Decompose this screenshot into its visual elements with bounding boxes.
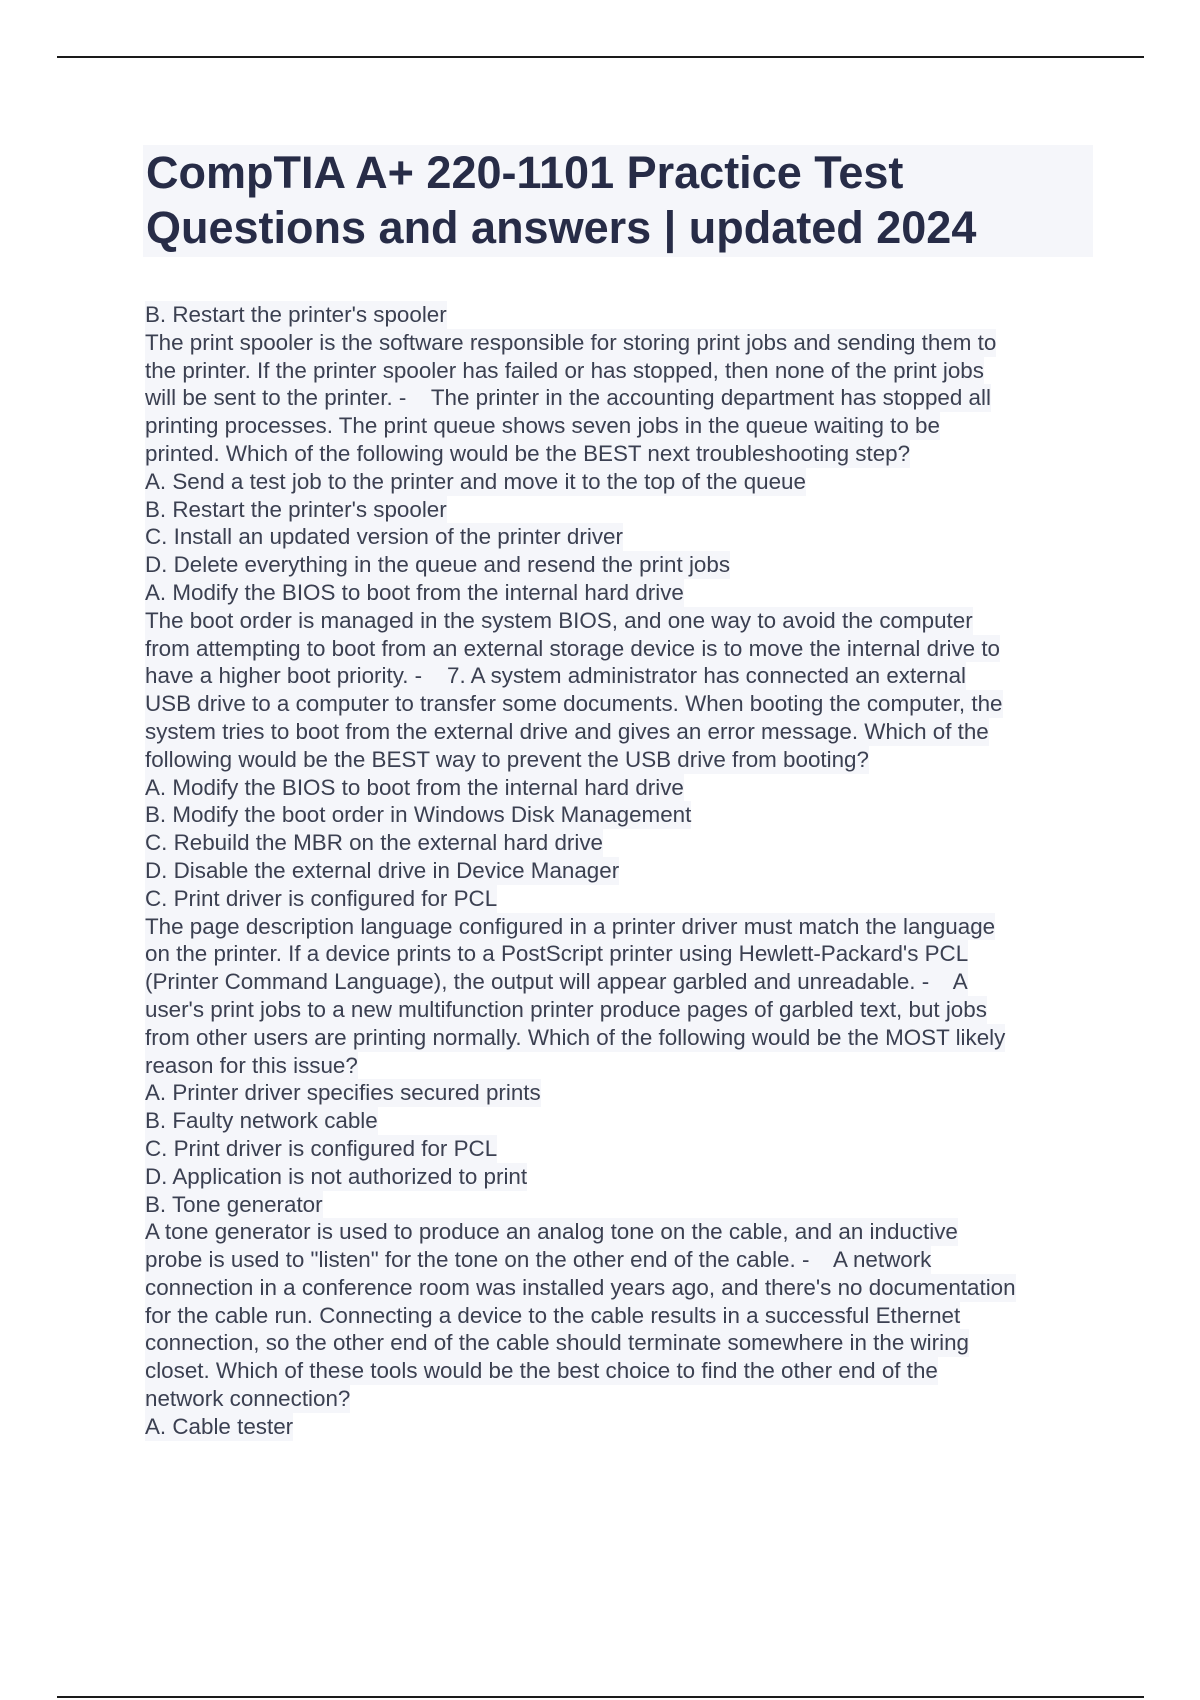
text-line: D. Disable the external drive in Device Manager <box>145 857 620 883</box>
text-line: the printer. If the printer spooler has failed or has stopped, then none of the print jobs <box>145 357 984 383</box>
top-rule <box>57 56 1144 58</box>
text-line: from attempting to boot from an external storage device is to move the internal drive to <box>145 635 1001 661</box>
text-line: will be sent to the printer. - The printer in the accounting department has stopped all <box>145 385 991 411</box>
text-line: The boot order is managed in the system BIOS, and one way to avoid the computer <box>145 607 973 633</box>
text-line: D. Application is not authorized to print <box>145 1163 528 1189</box>
text-line: probe is used to "listen" for the tone on the other end of the cable. - A network <box>145 1247 932 1273</box>
text-line: following would be the BEST way to prevent the USB drive from booting? <box>145 746 869 772</box>
text-line: D. Delete everything in the queue and resend the print jobs <box>145 552 731 578</box>
text-line: system tries to boot from the external drive and gives an error message. Which of the <box>145 718 989 744</box>
text-line: connection, so the other end of the cable should terminate somewhere in the wiring <box>145 1330 969 1356</box>
text-line: C. Print driver is configured for PCL <box>145 885 498 911</box>
text-line: B. Restart the printer's spooler <box>145 302 447 327</box>
text-line: have a higher boot priority. - 7. A system administrator has connected an external <box>145 663 967 689</box>
text-line: C. Install an updated version of the printer driver <box>145 524 623 550</box>
text-line: A. Modify the BIOS to boot from the internal hard drive <box>145 579 684 605</box>
text-line: C. Print driver is configured for PCL <box>145 1135 498 1161</box>
bottom-rule <box>57 1696 1144 1698</box>
document-title <box>143 145 1093 257</box>
text-line: printed. Which of the following would be the BEST next troubleshooting step? <box>145 440 911 466</box>
text-line: connection in a conference room was installed years ago, and there's no documentation <box>145 1274 1016 1300</box>
text-line: C. Rebuild the MBR on the external hard drive <box>145 830 604 856</box>
title-line-1: CompTIA A+ 220-1101 Practice Test <box>146 147 904 198</box>
text-line: B. Faulty network cable <box>145 1108 378 1134</box>
text-line: for the cable run. Connecting a device to the cable results in a successful Ethernet <box>145 1302 961 1328</box>
text-line: printing processes. The print queue shows seven jobs in the queue waiting to be <box>145 413 940 439</box>
text-line: The page description language configured in a printer driver must match the language <box>145 913 996 939</box>
text-line: A. Cable tester <box>145 1413 294 1439</box>
text-line: on the printer. If a device prints to a PostScript printer using Hewlett-Packard's PCL <box>145 941 969 967</box>
text-line: A. Send a test job to the printer and move it to the top of the queue <box>145 468 806 494</box>
text-line: B. Modify the boot order in Windows Disk Management <box>145 802 692 828</box>
text-line: from other users are printing normally. Which of the following would be the MOST likely <box>145 1024 1006 1050</box>
document-body <box>145 301 1105 1441</box>
text-line: closet. Which of these tools would be the best choice to find the other end of the <box>145 1358 938 1384</box>
text-line: The print spooler is the software responsible for storing print jobs and sending them to <box>145 329 997 355</box>
title-line-2: Questions and answers | updated 2024 <box>146 202 977 253</box>
text-line: (Printer Command Language), the output will appear garbled and unreadable. - A <box>145 969 968 995</box>
text-line: A. Printer driver specifies secured prints <box>145 1080 541 1106</box>
text-line: USB drive to a computer to transfer some documents. When booting the computer, the <box>145 691 1003 717</box>
text-line: network connection? <box>145 1386 351 1412</box>
text-line: B. Tone generator <box>145 1191 323 1217</box>
text-line: user's print jobs to a new multifunction printer produce pages of garbled text, but jobs <box>145 996 987 1022</box>
text-line: B. Restart the printer's spooler <box>145 496 447 522</box>
text-line: A. Modify the BIOS to boot from the internal hard drive <box>145 774 684 800</box>
text-line: A tone generator is used to produce an analog tone on the cable, and an inductive <box>145 1219 958 1245</box>
text-line: reason for this issue? <box>145 1052 358 1078</box>
